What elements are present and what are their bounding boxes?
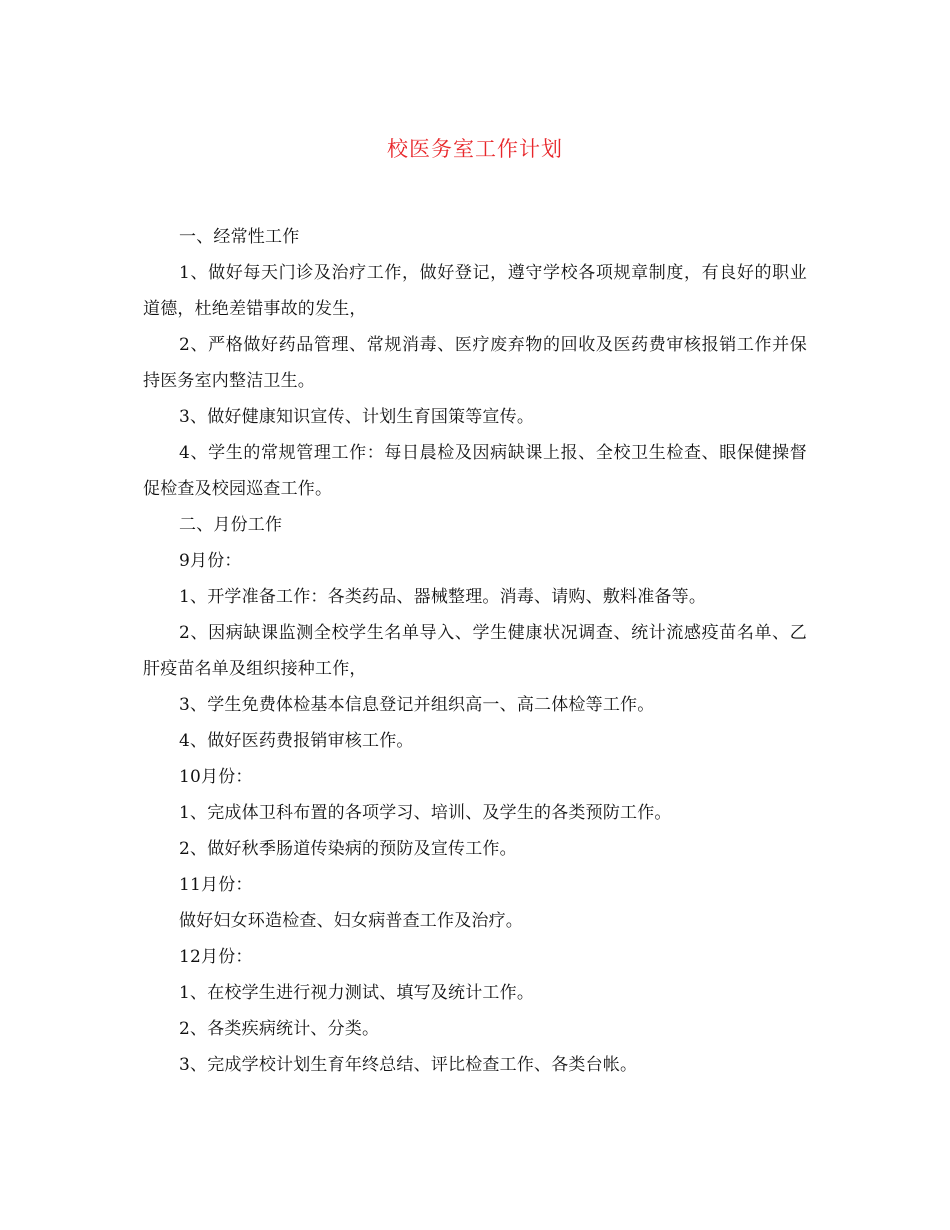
paragraph-item: 2、严格做好药品管理、常规消毒、医疗废弃物的回收及医药费审核报销工作并保持医务室内整洁卫生。 bbox=[143, 335, 807, 391]
section-heading-routine: 一、经常性工作 bbox=[179, 227, 300, 247]
month-heading: 12月份： bbox=[179, 947, 253, 967]
paragraph-item: 3、做好健康知识宣传、计划生育国策等宣传。 bbox=[179, 407, 535, 427]
paragraph-item: 3、完成学校计划生育年终总结、评比检查工作、各类台帐。 bbox=[179, 1055, 638, 1075]
paragraph-item: 3、学生免费体检基本信息登记并组织高一、高二体检等工作。 bbox=[179, 695, 655, 715]
month-heading: 10月份： bbox=[179, 767, 253, 787]
paragraph-item: 1、开学准备工作：各类药品、器械整理。消毒、请购、敷料准备等。 bbox=[179, 587, 707, 607]
paragraph-item: 2、因病缺课监测全校学生名单导入、学生健康状况调查、统计流感疫苗名单、乙肝疫苗名单及组织接种工作， bbox=[143, 623, 807, 679]
paragraph-item: 4、学生的常规管理工作：每日晨检及因病缺课上报、全校卫生检查、眼保健操督促检查及校园巡查工作。 bbox=[143, 443, 807, 499]
paragraph-item: 做好妇女环造检查、妇女病普查工作及治疗。 bbox=[179, 911, 523, 931]
paragraph-item: 1、完成体卫科布置的各项学习、培训、及学生的各类预防工作。 bbox=[179, 803, 672, 823]
paragraph-item: 1、做好每天门诊及治疗工作，做好登记，遵守学校各项规章制度，有良好的职业道德，杜绝差错事故的发生， bbox=[143, 263, 807, 319]
month-heading: 9月份： bbox=[179, 551, 242, 571]
document-title: 校医务室工作计划 bbox=[387, 137, 563, 161]
month-heading: 11月份： bbox=[179, 875, 253, 895]
paragraph-item: 4、做好医药费报销审核工作。 bbox=[179, 731, 414, 751]
paragraph-item: 2、做好秋季肠道传染病的预防及宣传工作。 bbox=[179, 839, 517, 859]
document-body bbox=[143, 219, 807, 1083]
paragraph-item: 1、在校学生进行视力测试、填写及统计工作。 bbox=[179, 983, 535, 1003]
section-heading-monthly: 二、月份工作 bbox=[179, 515, 283, 535]
paragraph-item: 2、各类疾病统计、分类。 bbox=[179, 1019, 380, 1039]
